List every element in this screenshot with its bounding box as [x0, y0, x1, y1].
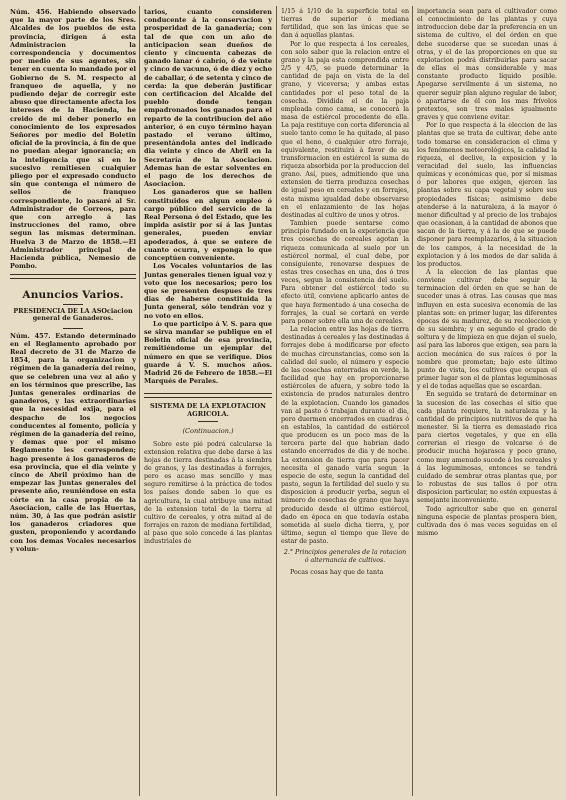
paragraph: La relacion entre las hojas de tierra destinadas á cereales y las destinadas á forrajes debe á modificarse por efecto de muchas circunstancias, como son la calidad del suelo, el número y especie de las cosechas enterradas en verde, la facilidad que hay en proporcionarse estiércoles de afuera, y sobre todo la existencia de prados naturales dentro de la explotacion. Cuando los ganados van al pasto ó trabajan durante el dia, pero duermen encerrados en cuadras ó en establos, la cantidad de estiércol que producen es un poco mas de la tercera parte del que habrian dado estando encerrados de dia y de noche. La extension de tierra que para pacer necesita el ganado varía segun la especie de este, segun la cantidad del pasto, segun la fertilidad del suelo y su disposicion á producir yerba, segun el número de cosechas de grano que haya producido desde el último estiércol, dado en época en que todavía estaba sometida al suelo dicha tierra, y, por último, segun el tiempo que lleve de estar de pasto.	[281, 326, 409, 546]
paragraph: Tambien puede sentarse como principio fundado en la experiencia que tres cosechas de cereales agotan la riqueza comunicada al suelo por un estiércol normal, el cual debe, por consiguiente, renovarse despues de estas tres cosechas en una, dos ó tres veces, segun la consistencia del suelo. Para obtener del estiércol todo su efecto útil, conviene aplicarlo antes de que haya fermentado á una cosecha de forrajes, la cual se cortará en verde para poner sobre ella una de cereales.	[281, 220, 409, 325]
paragraph: Pocas cosas hay que de tanta	[290, 568, 384, 576]
column-2	[144, 8, 272, 547]
paragraph: Los ganaderos que se hallen constituidos en algun empleo ó cargo público del servicio de la Real Persona ó del Estado, que les impida asistir por sí á las Juntas generales, pueden enviar apoderados, á que se entere de cuanto ocurra, y exponga lo que conceptúen conveniente.	[144, 188, 272, 263]
presidencia-heading: PRESIDENCIA DE LA ASOciacion general de Ganaderos.	[13, 306, 133, 322]
anuncios-heading: Anuncios Varios.	[22, 288, 124, 301]
column-divider	[412, 6, 413, 796]
paragraph: 1/15 á 1/10 de la superficie total en tierras de superior ó mediana fertilidad, que son las únicas que se dan á aquellas plantas.	[281, 8, 409, 40]
short-rule	[63, 328, 83, 329]
paragraph: Todo agricultor sabe que en general ninguna especie de plantas prospera bien, cultivada dos ó mas veces seguidas en el mismo	[417, 505, 557, 537]
paragraph: Lo que participo á V. S. para que se sirva mandar se publique en el Boletin oficial de esa provincia, remitiéndome un ejemplar del número en que se verifique. Dios guarde á V. S. muchos años. Madrid 26 de Febrero de 1858.—El Marqués de Perales.	[144, 319, 272, 386]
paragraph: Sobre este pié podrá calcularse la extension relativa que debe darse á las hojas de tierra destinadas á la siembra de granos, y las destinadas á forrajes, pero es acaso mas sencillo y mas seguro remitirse á la práctica de todos los países donde saben lo que es agricultura, la cual atribuye una mitad de la extension total de la tierra al cultivo de cereales, y otra mitad al de forrajes en razon de mediana fertilidad, al paso que solo concede á las plantas industriales de	[144, 440, 272, 546]
section-rule	[10, 274, 136, 279]
paragraph: Los Vocales voluntarios de las Juntas generales tienen igual voz y voto que los necesarios; pero los que se presenten despues de tres dias de haberse constituida la Junta general, sólo tendrán voz y no voto en ellos.	[144, 262, 272, 320]
article-title: SISTEMA DE LA EXPLOTACION AGRICOLA.	[150, 402, 266, 419]
paragraph: tarios, cuanto consideren conducente á la conservacion y prosperidad de la ganadería; con tal de que con un año de anticipacion sean dueños de ciento y cincuenta cabezas de ganado lanar ó cabrío, ó de veinte y cinco de vacuno, ó de diez y ocho de caballar, ó de setenta y cinco de cerda: la que deberán justificar con certificacion del Alcalde del pueblo donde tengan empadronados los ganados para el reparto de la contribucion del año anterior, ó en cuyo término hayan pastado el verano último, presentándola antes del indicado dia veinte y cinco de Abril en la Secretaría de la Asociacion. Ademas han de estar solventes en el pago de los derechos de Asociacion.	[144, 8, 272, 189]
continuation-label: (Continuacion.)	[182, 427, 234, 436]
paragraph: En seguida se tratará de determinar en la sucesion de las cosechas el sitio que cada planta requiere, la naturaleza y la cantidad de principios nutritivos de que ha menester. Si la tierra es demasiado rica para ciertos vegetales, y que en ella correrian el riesgo de volcarse ó de producir mucha hojarasca y poco grano, como muy amenudo sucede á los cereales y á las leguminosas, entonces se tendrá cuidado de sembrar otras plantas que, por lo robustas de sus tallos ó por otra disposicion particular, no estén expuestas á semejante inconveniente.	[417, 391, 557, 505]
notice-456: Núm. 456. Habiendo observado que la mayor parte de los Sres. Alcaldes de los pueblos de esta provincia, dirigen á esta Administracion la correspondencia y documentos por medio de sus agentes, sin tener en cuenta lo mandado por el Gobierno de S. M. respecto al franqueo de aquella, y no pudiendo dejar de corregir este abuso que directamente afecta los intereses de la Hacienda, he creido de mi deber ponerlo en conocimiento de los expresados Señores por medio del Boletin oficial de la provincia, á fin de que no puedan alegar ignorancia; en la inteligencia que si en lo sucesivo remitiesen cualquier pliego por el expresado conducto sin que contenga el número de sellos de franqueo correspondiente, lo pasaré al Sr. Administrador de Correos, para que con arreglo á las instrucciones del ramo, obre segun las mismas determinan. Huelva 3 de Marzo de 1858.—El Administrador principal de Hacienda pública, Nemesio de Pombo.	[10, 8, 136, 271]
section-rule	[144, 393, 272, 398]
subsection-heading: 2.° Principios generales de la rotacion ó alternancia de cultivos.	[283, 549, 407, 565]
paragraph: importancia sean para el cultivador como el conocimiento de las plantas y cuya introduccion debe dar la preferencia en un sistema de cultivo, el del órden en que debe sucederse que se sucedan unas á otras, y el de las proporciones en que su explotacion podrá distribuirlas para sacar de ellas el mas considerable y mas constante producto líquido posible. Apegarse servilmente á un sistema, no querer seguir plan alguno regular de labor, ó apartarse de él con los mas frívolos pretextos, son tres males igualmente graves y que conviene evitar.	[417, 8, 557, 122]
paragraph: Por lo que respecta á los cereales, con solo saber que la relacion entre el grano y la paja esta comprendida entre 2/5 y 4/5, se puede determinar la cantidad de paja en vista de la del grano, y viceversa; y ambas estas cantidades por el peso total de la cosecha. Dividida el de la paja empleada como cama, se conocerá la masa de estiércol procedente de ella. La paja restituye con corta diferencia al suelo tanto como le ha quitado, al paso que el heno, ó cualquier otro forraje, equivalente, restituirá á favor de su transformacion en estiércol la suma de riqueza absorbida por la produccion del grano. Así, pues, admitiendo que una extension de tierra produzca cosechas de igual peso en cereales y en forrajes, esta misma igualdad debe observarse en el enlazamiento de las hojas destinadas al cultivo de unos y otros.	[281, 40, 409, 219]
column-divider	[276, 6, 277, 796]
short-rule	[198, 421, 218, 422]
short-rule	[63, 304, 83, 305]
column-1	[10, 8, 136, 553]
column-divider	[139, 6, 140, 796]
notice-457: Núm. 457. Estando determinado en el Reglamento aprobado por Real decreto de 31 de Marzo de 1854, para la organizacion y régimen de la ganadería del reino, que se celebren una vez al año y en los términos que prescribe, las Juntas generales ordinarias de ganaderos, y las extraordinarias que la necesidad exija, para el despacho de los negocios conducentes al fomento, policía y régimen de la ganadería del reino, y demas que por el mismo Reglamento les corresponden; hago presente á los ganaderos de esa provincia, que el dia veinte y cinco de Abril próximo han de empezar las Juntas generales del presente año, reuniéndose en esta córte en la casa propia de la Asociacion, calle de las Huertas, núm. 30, á las que podrán asistir los ganaderos criadores que gusten, proponiendo y acordando con los demas Vocales necesarios y volun-	[10, 331, 136, 553]
column-4	[417, 8, 557, 538]
paragraph: A la eleccion de las plantas que conviene cultivar debe seguir la terminacion del órden en que se han de suceder unas á otras. Las causas que mas influyen en esta sucesiva economía de las plantas son: en primer lugar, las diferentes épocas de su madurez, de su recoleccion y de su siembra; y en segundo el grado de soltura y de limpieza en que dejan el suelo, así para las labores que exigen, sea para la accion mecánica de sus raíces ó por la nombre que prometan; bajo este último punto de vista, los cultivos que ocupan el primer lugar son el de plantas leguminosas y el de todas aquellas que se escardan.	[417, 269, 557, 391]
column-3	[281, 8, 409, 577]
paragraph: Por lo que respecta á la eleccion de las plantas que se trata de cultivar, debe ante todo tomarse en consideracion el clima y los fenómenos meteorológicos, la calidad la riqueza, el declive, la exposicion y la veracidad del suelo, las influencias químicas y económicas que, por sí mismas ó por labores que exigen, ejercen las plantas sobre su capa vegetal y sobre sus propiedades físicas; asimismo debe atenderse á la naturaleza, á la mayor ó menor dificultad y al precio de los trabajos que ocasionan, á la cantidad de abonos que sacan de la tierra, y á la de que se puede disponer para reemplazarlos, á la situacion de los campos, á la necesidad de la explotacion y á los modos de dar salida á los productos.	[417, 122, 557, 268]
